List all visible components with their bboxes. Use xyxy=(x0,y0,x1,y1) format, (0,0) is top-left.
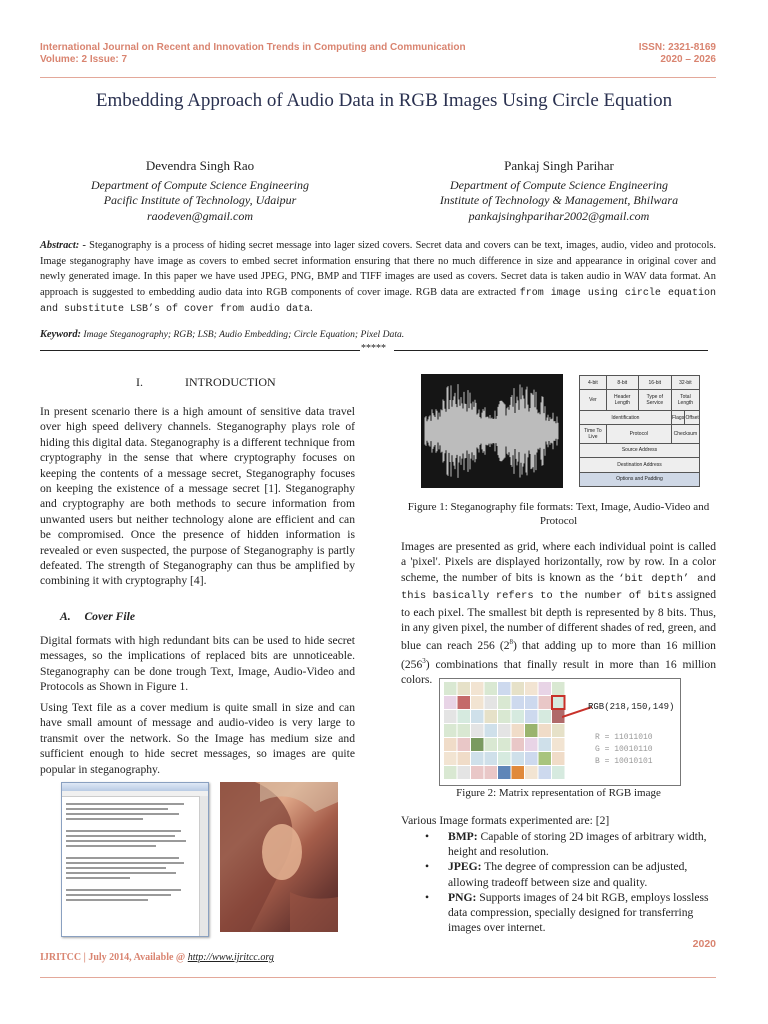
bullet: • xyxy=(425,860,430,874)
pixel-cell xyxy=(471,710,484,723)
issn: ISSN: 2321-8169 xyxy=(638,42,716,53)
format-item-jpeg xyxy=(401,859,716,889)
left-column xyxy=(40,404,355,589)
rgb-binary xyxy=(595,732,653,768)
abstract-label: Abstract: - xyxy=(40,240,86,251)
pixel-cell xyxy=(444,766,457,779)
pixel-cell xyxy=(525,710,538,723)
cover-file-paragraph-2-block xyxy=(40,700,355,777)
pixel-cell xyxy=(498,724,511,737)
pixel-grid xyxy=(444,682,566,782)
pixel-cell xyxy=(458,682,471,695)
pixel-cell xyxy=(485,752,498,765)
bullet: • xyxy=(425,830,430,843)
pixel-cell xyxy=(458,752,471,765)
right-column-paragraph xyxy=(401,539,716,687)
format-desc: Capable of storing 2D images of arbitrary width, height and resolution. xyxy=(448,830,707,859)
rgb-label: RGB(218,150,149) xyxy=(588,702,675,712)
pixel-cell xyxy=(525,724,538,737)
proto-cell: 16-bit xyxy=(638,376,671,390)
author-2-dept: Department of Compute Science Engineering xyxy=(450,177,668,192)
pixel-cell xyxy=(485,766,498,779)
pixel-cell xyxy=(539,752,552,765)
author-2-name: Pankaj Singh Parihar xyxy=(504,158,614,173)
separator-rule-right xyxy=(394,350,708,351)
bullet: • xyxy=(425,890,430,904)
author-1-email[interactable]: raodeven@gmail.com xyxy=(146,208,253,223)
pixel-cell xyxy=(444,710,457,723)
pixel-cell xyxy=(485,724,498,737)
pixel-cell xyxy=(525,682,538,695)
format-desc: The degree of compression can be adjusted, allowing tradeoff between size and quality. xyxy=(448,860,688,889)
footer-rule xyxy=(40,977,716,978)
format-name: BMP: xyxy=(448,830,478,843)
format-item-bmp xyxy=(401,829,716,859)
protocol-header-table xyxy=(579,375,700,487)
formats-list xyxy=(401,829,716,935)
volume-issue: Volume: 2 Issue: 7 xyxy=(40,54,128,65)
proto-cell: Protocol xyxy=(606,425,671,444)
author-1-dept: Department of Compute Science Engineering xyxy=(91,177,309,192)
proto-cell: Offset xyxy=(685,410,700,424)
proto-cell: Ver xyxy=(580,390,607,411)
rgb-matrix-figure xyxy=(439,678,681,786)
pixel-cell xyxy=(525,766,538,779)
footer-citation xyxy=(40,952,274,963)
pixel-cell xyxy=(444,738,457,751)
proto-cell: Destination Address xyxy=(580,458,700,472)
keyword-label: Keyword: xyxy=(40,329,81,340)
proto-cell: 8-bit xyxy=(606,376,638,390)
abstract-end: . xyxy=(310,303,313,315)
pixel-cell xyxy=(485,696,498,709)
pixel-cell xyxy=(539,766,552,779)
pixel-text-4: ) combinations that finally result in more than 16 million colors. xyxy=(401,657,716,686)
subsection-letter: A. xyxy=(60,610,71,623)
pixel-cell xyxy=(444,724,457,737)
pixel-cell xyxy=(498,766,511,779)
pixel-text-2: assigned to each pixel. The smallest bit depth is represented by 8 bits. Thus, in any given pixel, the number of different shades of red, green, and blue can reach 256 (2 xyxy=(401,588,716,653)
sup-3: 3 xyxy=(422,656,426,665)
red-binary: R = 11011010 xyxy=(595,733,653,742)
keywords xyxy=(40,329,404,340)
page-range: 2020 – 2026 xyxy=(660,54,716,65)
pixel-cell xyxy=(471,682,484,695)
abstract-text-tail: from image using circle equation and substitute LSB’s of cover from audio data xyxy=(40,287,716,316)
section-number: I. xyxy=(136,375,143,389)
pixel-cell xyxy=(552,738,565,751)
pixel-text-1: Images are presented as grid, where each individual point is called a 'pixel'. Pixels are displayed horizontally, row by row. In a color scheme, the number of bits is known as the xyxy=(401,540,716,584)
pixel-cell xyxy=(485,738,498,751)
section-title: INTRODUCTION xyxy=(185,375,276,389)
proto-cell: Total Length xyxy=(671,390,699,411)
pixel-cell xyxy=(512,682,525,695)
format-name: JPEG: xyxy=(448,860,482,874)
text-file-image xyxy=(61,782,209,937)
pixel-cell xyxy=(498,710,511,723)
sup-8: 8 xyxy=(509,638,514,647)
pixel-cell xyxy=(444,696,457,709)
pixel-cell xyxy=(539,710,552,723)
cover-file-paragraph-2: Using Text file as a cover medium is quite small in size and can have small amount of message and audio-video is very large to transmit over the network. So the Image has medium size and sufficient enough to hide secret messages, so images are quite popular in steganography. xyxy=(40,701,355,776)
journal-header xyxy=(40,42,466,66)
pixel-cell xyxy=(458,724,471,737)
audio-waveform-image xyxy=(421,374,563,488)
author-1-name: Devendra Singh Rao xyxy=(145,158,255,173)
pixel-cell xyxy=(512,738,525,751)
proto-cell: Options and Padding xyxy=(580,472,700,486)
abstract-text: Steganography is a process of hiding secret message into lager sized covers. Secret data and covers can be text, images, audio, video and protocols. Image steganography have image as covers to embed secret information ensuring that there no much difference in size and appearance in original cover and newly generated image. In this paper we have used JPEG, PNG, BMP and TIFF images are used as covers. Secret data is taken audio in WAV data format. An approach is suggested to embedding audio data into RGB components of cover image. RGB data are extracted xyxy=(40,240,717,298)
pixel-cell xyxy=(525,752,538,765)
pixel-cell xyxy=(458,766,471,779)
pixel-cell xyxy=(525,738,538,751)
journal-link[interactable]: http://www.ijritcc.org xyxy=(187,952,274,963)
subsection-title: Cover File xyxy=(84,610,136,623)
pixel-text-3: ) that adding up to more than 16 million (256 xyxy=(401,639,716,671)
pixel-cell xyxy=(471,766,484,779)
pixel-cell xyxy=(444,682,457,695)
format-item-png xyxy=(401,890,716,936)
pixel-cell xyxy=(512,752,525,765)
format-desc: Supports images of 24 bit RGB, employs lossless data compression, specially designed for transferring images over internet. xyxy=(448,890,709,935)
pixel-cell xyxy=(498,682,511,695)
pixel-cell xyxy=(485,710,498,723)
proto-cell: Header Length xyxy=(606,390,638,411)
pixel-cell xyxy=(458,696,471,709)
pixel-cell xyxy=(498,696,511,709)
section-heading xyxy=(136,375,276,390)
intro-paragraph-1: In present scenario there is a high amount of sensitive data travel over high speed delivery channels. Steganography plays role of hiding this digital data. Steganography is a different technique from cryptography in the sense that where cryptography focuses on keeping the contents of a message secret, Steganography focuses on keeping the existence of a message secret [1]. Steganography and cryptography are both methods to secure information from unwanted users but neither technology alone are efficient and can be compromised. Once the presence of hidden information is revealed or even suspected, the purpose of Steganography is partly defeated. The strength of Steganography can thus be amplified by combining it with cryptography [4]. xyxy=(40,405,355,588)
pixel-cell xyxy=(552,682,565,695)
paper-title: Embedding Approach of Audio Data in RGB Images Using Circle Equation xyxy=(95,90,673,111)
subsection-heading xyxy=(60,610,135,623)
protocol-header-image xyxy=(579,375,700,487)
pixel-cell xyxy=(471,752,484,765)
journal-name: International Journal on Recent and Innovation Trends in Computing and Communication xyxy=(40,42,466,53)
pixel-cell xyxy=(471,724,484,737)
header-rule xyxy=(40,77,716,78)
proto-cell: Time To Live xyxy=(580,425,607,444)
pixel-cell xyxy=(539,682,552,695)
pixel-cell xyxy=(512,724,525,737)
pixel-cell xyxy=(552,766,565,779)
pixel-cell xyxy=(498,752,511,765)
author-2-email[interactable]: pankajsinghparihar2002@gmail.com xyxy=(468,208,650,223)
pixel-cell xyxy=(485,682,498,695)
pixel-text-mono: ‘bit depth’ and this basically refers to the number of bits xyxy=(401,572,717,603)
author-2-inst: Institute of Technology & Management, Bhilwara xyxy=(439,193,679,207)
green-binary: G = 10010110 xyxy=(595,745,653,754)
format-name: PNG: xyxy=(448,890,477,904)
pixel-cell xyxy=(512,766,525,779)
proto-cell: 32-bit xyxy=(671,376,699,390)
pixel-cell xyxy=(512,710,525,723)
blue-binary: B = 10010101 xyxy=(595,757,653,766)
page-number: 2020 xyxy=(692,938,716,950)
pixel-cell xyxy=(471,738,484,751)
portrait-image xyxy=(220,782,338,932)
cover-file-paragraph-1-block xyxy=(40,633,355,695)
pixel-cell xyxy=(552,752,565,765)
author-1 xyxy=(30,158,370,224)
formats-intro: Various Image formats experimented are: [2] xyxy=(401,814,610,827)
proto-cell: Type of Service xyxy=(638,390,671,411)
cover-file-paragraph-1: Digital formats with high redundant bits can be used to hide secret messages, so the implications of replaced bits are unnoticeable. Steganography can be done trough Text, Image, Audio-Video and Protocols as Shown in Figure 1. xyxy=(40,634,355,694)
figure-2-caption: Figure 2: Matrix representation of RGB image xyxy=(456,787,661,799)
proto-cell: Flags xyxy=(671,410,685,424)
pixel-cell xyxy=(539,738,552,751)
pixel-cell xyxy=(512,696,525,709)
pixel-cell xyxy=(471,696,484,709)
abstract xyxy=(40,238,716,318)
pixel-cell xyxy=(498,738,511,751)
pixel-cell xyxy=(458,710,471,723)
proto-cell: Identification xyxy=(580,410,672,424)
pixel-cell xyxy=(525,696,538,709)
figure-1-caption: Figure 1: Steganography file formats: Text, Image, Audio-Video and Protocol xyxy=(407,501,710,527)
pixel-cell xyxy=(444,752,457,765)
proto-cell: Source Address xyxy=(580,443,700,457)
separator-stars: ***** xyxy=(361,343,386,354)
footer-text: IJRITCC | July 2014, Available @ xyxy=(40,952,188,963)
issn-block xyxy=(639,42,716,66)
pixel-cell xyxy=(539,696,552,709)
author-1-inst: Pacific Institute of Technology, Udaipur xyxy=(103,193,297,207)
keyword-text: Image Steganography; RGB; LSB; Audio Embedding; Circle Equation; Pixel Data. xyxy=(80,329,405,340)
pixel-cell xyxy=(539,724,552,737)
proto-cell: 4-bit xyxy=(580,376,607,390)
separator-rule-left xyxy=(40,350,360,351)
pixel-cell xyxy=(458,738,471,751)
author-2 xyxy=(389,158,729,224)
proto-cell: Checksum xyxy=(671,425,699,444)
